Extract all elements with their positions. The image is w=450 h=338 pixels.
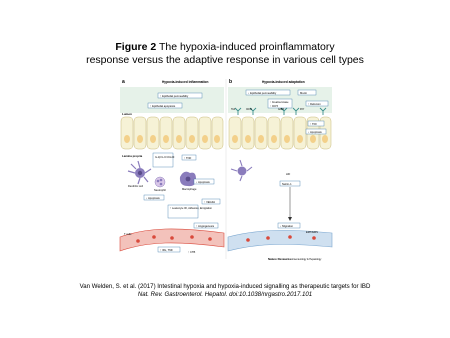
cell-nucleus bbox=[297, 135, 303, 143]
panel-a-tnf: ↑ TNF bbox=[184, 156, 192, 160]
macrophage-icon bbox=[180, 172, 196, 186]
epithelial-cell bbox=[121, 117, 133, 149]
panel-b-letter: b bbox=[229, 79, 233, 85]
red-blood-cell bbox=[208, 237, 212, 241]
epithelial-cell bbox=[199, 117, 211, 149]
epithelial-cell bbox=[281, 117, 293, 149]
epithelial-cell bbox=[255, 117, 267, 149]
journal-name: Nature Reviews bbox=[268, 257, 289, 261]
figure-illustration bbox=[118, 77, 334, 264]
cell-nucleus bbox=[150, 135, 156, 143]
panel-a-dendritic-label: Dendritic cell bbox=[128, 185, 143, 188]
neutrophil-icon bbox=[155, 177, 165, 187]
panel-a-lumen bbox=[120, 87, 224, 113]
red-blood-cell bbox=[246, 238, 250, 242]
panel-a-apoptosis-macrophage: ↓ Apoptosis bbox=[196, 180, 210, 184]
panel-b-defensin: ↑ Defensin bbox=[308, 102, 321, 106]
figure-title bbox=[0, 41, 450, 66]
journal-subtitle: Gastroenterology & Hepatology bbox=[288, 258, 322, 261]
panel-b-mucin: Mucin bbox=[300, 91, 308, 95]
cell-nucleus bbox=[245, 135, 251, 143]
panel-b-hif: HIF bbox=[286, 173, 291, 176]
panel-a-angiogenesis: ↑ Angiogenesis bbox=[196, 224, 215, 228]
panel-b-cd73: ↑ CD73 bbox=[270, 104, 278, 108]
cell-nucleus bbox=[214, 135, 220, 143]
panel-b-p2y: P2Y bbox=[300, 109, 305, 111]
panel-a-ctb: ↑ CTB bbox=[188, 251, 196, 254]
cell-nucleus bbox=[310, 135, 316, 143]
cell-nucleus bbox=[163, 135, 169, 143]
panel-a-apoptosis: ↑ Epithelial apoptosis bbox=[150, 104, 176, 108]
red-blood-cell bbox=[312, 236, 316, 240]
panel-b-heading: Hypoxia-induced adaptation bbox=[262, 80, 305, 84]
panel-a-neutrophil-label: Neutrophil bbox=[154, 189, 166, 192]
red-blood-cell bbox=[152, 235, 156, 239]
cell-nucleus bbox=[124, 135, 130, 143]
epithelial-cell bbox=[242, 117, 254, 149]
cell-nucleus bbox=[271, 135, 277, 143]
panel-a-leukocyte: ↑ Leukocyte IFI, Adhesion, Emigration bbox=[170, 207, 212, 210]
panel-a-tlr: ↑ IRL, TNF bbox=[160, 248, 173, 252]
red-blood-cell bbox=[288, 235, 292, 239]
cell-nucleus bbox=[232, 135, 238, 143]
cell-nucleus bbox=[202, 135, 208, 143]
cell-nucleus bbox=[284, 135, 290, 143]
panel-b-apoptosis: ↓ Apoptosis bbox=[308, 130, 322, 134]
epithelial-cell bbox=[268, 117, 280, 149]
panel-a-permeability: ↑ Epithelial permeability bbox=[160, 94, 189, 98]
credit-line1: Van Welden, S. et al. (2017) Intestinal hypoxia and hypoxia-induced signalling as therapeutic targets for IBD bbox=[79, 283, 371, 290]
panel-b-migration: ↓ Migration bbox=[280, 224, 294, 228]
panel-b-cd39: CD39 bbox=[246, 109, 252, 111]
cell-nucleus bbox=[176, 135, 182, 143]
cell-nucleus bbox=[189, 135, 195, 143]
panel-b-tff: ↑ TFF bbox=[310, 122, 317, 126]
panel-b-netrin: Netrin-1 bbox=[282, 182, 292, 186]
cell-nucleus bbox=[137, 135, 143, 143]
red-blood-cell bbox=[170, 236, 174, 240]
credit-line2: Nat. Rev. Gastroenterol. Hepatol. doi:10.1038/nrgastro.2017.101 bbox=[137, 291, 313, 298]
panel-a-apoptosis-neutrophil: ↓ Apoptosis bbox=[146, 196, 160, 200]
panel-b-emt: EMT/EMS bbox=[306, 231, 318, 234]
epithelial-cell bbox=[173, 117, 185, 149]
red-blood-cell bbox=[190, 235, 194, 239]
panel-a-macrophage-label: Macrophage bbox=[182, 188, 197, 191]
panel-b-a2b: A2BR bbox=[278, 109, 285, 111]
panel-b-creatine: ↑ Creatine kinase bbox=[270, 100, 289, 104]
figure-title-line1: The hypoxia-induced proinflammatory bbox=[158, 41, 335, 53]
epithelial-cell bbox=[212, 117, 223, 149]
figure-number: Figure 2 bbox=[115, 41, 157, 53]
panel-a-epithelium bbox=[121, 117, 223, 149]
red-blood-cell bbox=[136, 239, 140, 243]
panel-a-letter: a bbox=[122, 79, 125, 85]
cell-nucleus bbox=[258, 135, 264, 143]
panel-a-cytokines: IL-1β IL-6 CCL20 bbox=[155, 156, 175, 159]
panel-a-lamina-label: Lamina propria bbox=[122, 154, 143, 158]
epithelial-cell bbox=[147, 117, 159, 149]
epithelial-cell bbox=[186, 117, 198, 149]
epithelial-cell bbox=[294, 117, 306, 149]
figure-credit bbox=[0, 283, 450, 299]
cell-nucleus bbox=[322, 135, 328, 143]
panel-a-tcells-label: T cells bbox=[124, 233, 132, 236]
red-blood-cell bbox=[266, 236, 270, 240]
panel-b-tlr: TLR bbox=[231, 109, 236, 111]
panel-a-heading: Hypoxia-induced inflammation bbox=[162, 80, 209, 84]
panel-b-permeability: ↓ Epithelial permeability bbox=[248, 91, 277, 95]
panel-a-lumen-label: Lumen bbox=[122, 112, 132, 116]
epithelial-cell bbox=[229, 117, 241, 149]
panel-a-vegfa: ↑ VEGFA bbox=[204, 200, 216, 204]
epithelial-cell bbox=[134, 117, 146, 149]
figure-title-line2: response versus the adaptive response in various cell types bbox=[86, 53, 364, 66]
epithelial-cell bbox=[160, 117, 172, 149]
